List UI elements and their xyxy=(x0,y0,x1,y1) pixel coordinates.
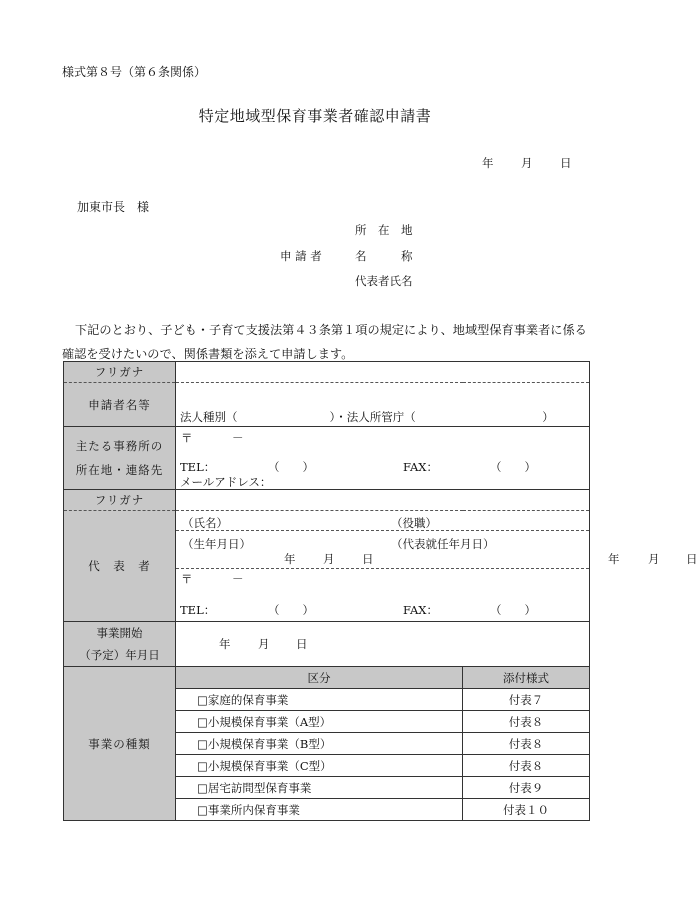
form-number: 様式第８号（第６条関係） xyxy=(62,65,207,79)
applicant-group-label: 申 請 者 xyxy=(280,249,322,263)
date-month-label: 月 xyxy=(521,156,533,170)
furigana-label: フリガナ xyxy=(64,362,176,383)
rep-fax-paren: （ ） xyxy=(490,603,536,617)
rep-position-label: （役職） xyxy=(391,516,437,530)
business-type-option[interactable]: □事業所内保育事業 xyxy=(176,799,463,821)
rep-tel-label: TEL： xyxy=(180,603,216,617)
corp-type-text: 法人種別（ ）・法人所管庁（ ） xyxy=(180,410,554,424)
date-year-label: 年 xyxy=(482,156,494,170)
rep-birth-label: （生年月日） xyxy=(182,537,251,551)
rep-start-label: （代表就任年月日） xyxy=(391,537,495,551)
business-type-option[interactable]: □居宅訪問型保育事業 xyxy=(176,777,463,799)
rep-name-label: （氏名） xyxy=(182,516,228,530)
tel-paren: （ ） xyxy=(268,460,314,474)
tel-label: TEL： xyxy=(180,460,216,474)
start-day-label: 日 xyxy=(686,552,698,566)
business-type-form: 付表１０ xyxy=(463,799,590,821)
start-year-label: 年 xyxy=(608,552,620,566)
email-label: メールアドレス： xyxy=(180,475,272,489)
category-header: 区分 xyxy=(176,667,463,689)
rep-fax-label: FAX： xyxy=(403,603,438,617)
applicant-name-label: 名 称 xyxy=(355,249,413,263)
rep-field[interactable] xyxy=(176,511,698,622)
addressee: 加東市長 様 xyxy=(77,200,150,214)
document-title: 特定地域型保育事業者確認申請書 xyxy=(198,107,432,125)
business-type-option[interactable]: □小規模保育事業（C型） xyxy=(176,755,463,777)
business-type-form: 付表７ xyxy=(463,689,590,711)
start-date-month: 月 xyxy=(258,637,270,651)
rep-postal-dash: － xyxy=(232,572,244,586)
birth-day-label: 日 xyxy=(362,552,374,566)
office-label-line2: 所在地・連絡先 xyxy=(75,463,164,477)
business-type-option[interactable]: □小規模保育事業（B型） xyxy=(176,733,463,755)
fax-label: FAX： xyxy=(403,460,438,474)
rep-divider-2 xyxy=(176,568,589,569)
start-date-label xyxy=(64,622,176,667)
fax-paren: （ ） xyxy=(490,460,536,474)
office-field[interactable] xyxy=(176,427,590,490)
applicant-rep-label: 代表者氏名 xyxy=(355,274,413,288)
postal-mark: 〒 xyxy=(181,431,193,445)
furigana-field[interactable] xyxy=(176,362,590,383)
birth-year-label: 年 xyxy=(284,552,296,566)
business-type-option[interactable]: □小規模保育事業（A型） xyxy=(176,711,463,733)
attached-form-header: 添付様式 xyxy=(463,667,590,689)
start-date-day: 日 xyxy=(296,637,308,651)
business-type-option[interactable]: □家庭的保育事業 xyxy=(176,689,463,711)
rep-postal-mark: 〒 xyxy=(181,572,193,586)
birth-month-label: 月 xyxy=(323,552,335,566)
rep-tel-paren: （ ） xyxy=(268,603,314,617)
rep-furigana-label: フリガナ xyxy=(64,490,176,511)
date-day-label: 日 xyxy=(560,156,572,170)
business-type-form: 付表８ xyxy=(463,755,590,777)
business-type-label: 事業の種類 xyxy=(64,667,176,821)
application-table xyxy=(63,361,698,821)
applicant-address-label: 所 在 地 xyxy=(355,223,413,237)
business-type-form: 付表９ xyxy=(463,777,590,799)
body-text: 下記のとおり、子ども・子育て支援法第４３条第１項の規定により、地域型保育事業者に係る確認を受けたいので、関係書類を添えて申請します。 xyxy=(62,323,587,361)
start-date-year: 年 xyxy=(219,637,231,651)
rep-label: 代 表 者 xyxy=(64,511,176,622)
rep-furigana-field[interactable] xyxy=(176,490,590,511)
business-type-form: 付表８ xyxy=(463,711,590,733)
start-date-field[interactable] xyxy=(176,622,590,667)
start-date-label-line1: 事業開始 xyxy=(96,626,143,640)
applicant-name-label: 申請者名等 xyxy=(64,383,176,427)
business-type-form: 付表８ xyxy=(463,733,590,755)
start-date-label-line2: （予定）年月日 xyxy=(79,648,160,662)
rep-divider-1 xyxy=(176,530,589,531)
office-label-line1: 主たる事務所の xyxy=(75,439,164,453)
applicant-name-field[interactable] xyxy=(176,383,590,427)
postal-dash: － xyxy=(232,431,244,445)
office-label xyxy=(64,427,176,490)
start-month-label: 月 xyxy=(648,552,660,566)
